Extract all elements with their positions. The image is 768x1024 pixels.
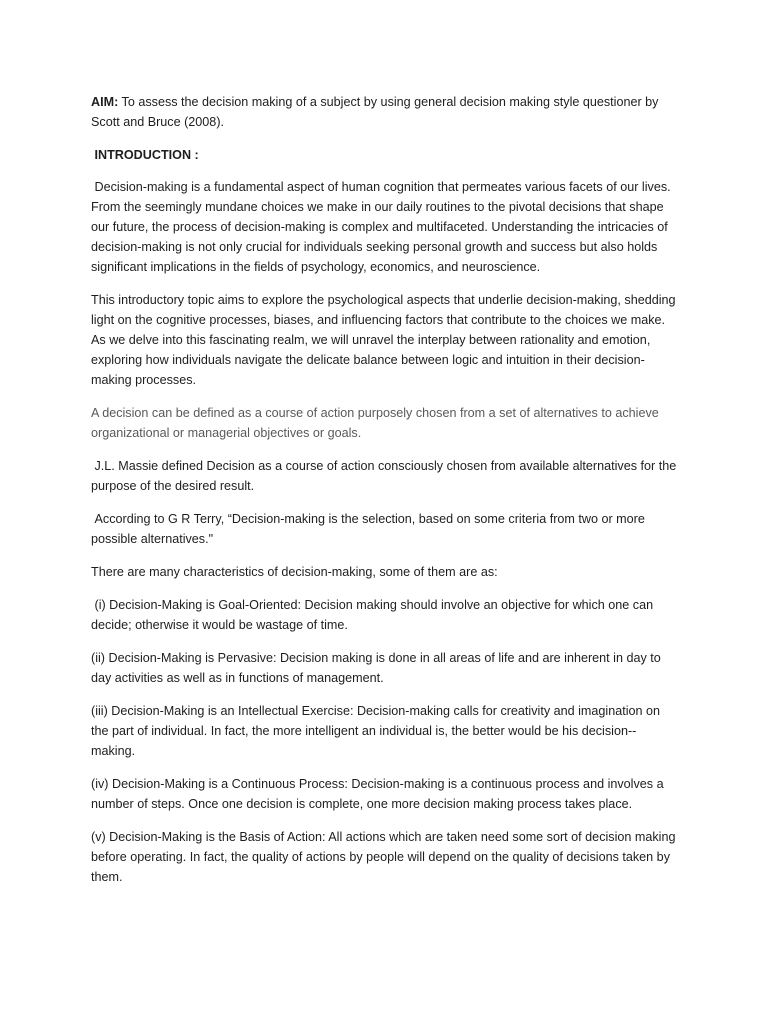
characteristic-intellectual-exercise: (iii) Decision-Making is an Intellectual Exercise: Decision-making calls for creativity and imagination on the part of individual. In fact, the more intelligent an individual is, the better would be his decision--making. [91,704,661,758]
aim-label: AIM: [91,95,119,109]
intro-paragraph-1: Decision-making is a fundamental aspect of human cognition that permeates various facets of our lives. From the seemingly mundane choices we make in our daily routines to the pivotal decisions that shape our future, the process of decision-making is complex and multifaceted. Understanding the intricacies of decision-making is not only crucial for individuals seeking personal growth and success but also holds significant implications in the fields of psychology, economics, and neuroscience. [91,180,671,274]
decision-definition-paragraph: A decision can be defined as a course of action purposely chosen from a set of alternatives to achieve organizational or managerial objectives or goals. [91,406,659,440]
characteristic-pervasive: (ii) Decision-Making is Pervasive: Decision making is done in all areas of life and are inherent in day to day activities as well as in functions of management. [91,651,661,685]
aim-paragraph [91,92,679,132]
introduction-heading: INTRODUCTION : [91,148,199,162]
aim-text: To assess the decision making of a subject by using general decision making style questioner by Scott and Bruce (2008). [91,95,659,129]
characteristics-intro-paragraph: There are many characteristics of decision-making, some of them are as: [91,565,498,579]
intro-paragraph-2: This introductory topic aims to explore the psychological aspects that underlie decision-making, shedding light on the cognitive processes, biases, and influencing factors that contribute to the choices we make. As we delve into this fascinating realm, we will unravel the interplay between rationality and emotion, exploring how individuals navigate the delicate balance between logic and intuition in their decision-making processes. [91,293,676,387]
massie-definition-paragraph: J.L. Massie defined Decision as a course of action consciously chosen from available alternatives for the purpose of the desired result. [91,459,677,493]
characteristic-goal-oriented: (i) Decision-Making is Goal-Oriented: Decision making should involve an objective for which one can decide; otherwise it would be wastage of time. [91,598,654,632]
terry-definition-paragraph: According to G R Terry, “Decision-making is the selection, based on some criteria from two or more possible alternatives." [91,512,645,546]
characteristic-continuous-process: (iv) Decision-Making is a Continuous Process: Decision-making is a continuous process and involves a number of steps. Once one decision is complete, one more decision making process takes place. [91,777,664,811]
document-body [91,92,679,900]
characteristic-basis-of-action: (v) Decision-Making is the Basis of Action: All actions which are taken need some sort of decision making before operating. In fact, the quality of actions by people will depend on the quality of decisions taken by them. [91,830,676,884]
